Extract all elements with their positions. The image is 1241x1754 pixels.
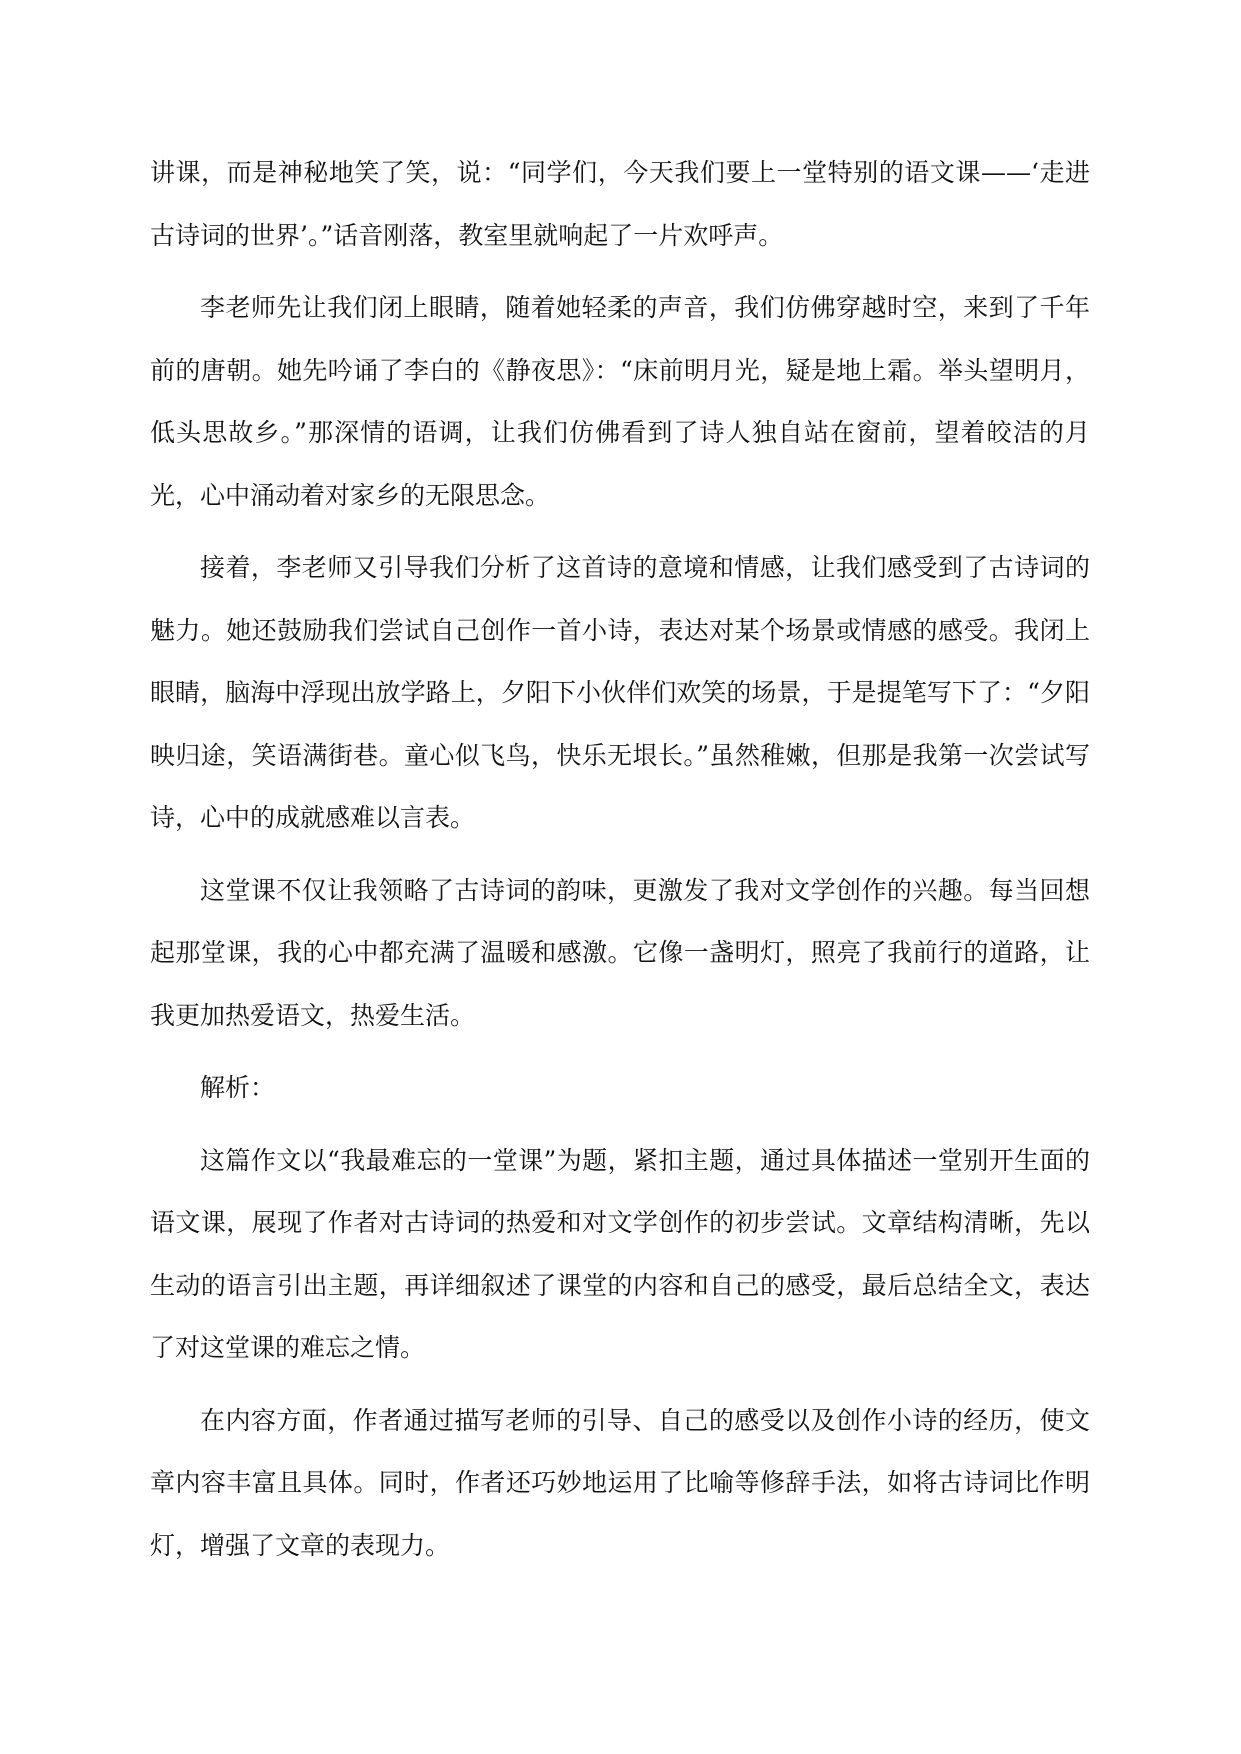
paragraph-1: 讲课，而是神秘地笑了笑，说：“同学们，今天我们要上一堂特别的语文课——‘走进古诗词的世界’。”话音刚落，教室里就响起了一片欢呼声。 [150,158,1090,250]
document-body [150,142,1090,1587]
paragraph-3: 接着，李老师又引导我们分析了这首诗的意境和情感，让我们感受到了古诗词的魅力。她还鼓励我们尝试自己创作一首小诗，表达对某个场景或情感的感受。我闭上眼睛，脑海中浮现出放学路上，夕阳下小伙伴们欢笑的场景，于是提笔写下了：“夕阳映归途，笑语满街巷。童心似飞鸟，快乐无垠长。”虽然稚嫩，但那是我第一次尝试写诗，心中的成就感难以言表。 [150,553,1090,832]
paragraph-2: 李老师先让我们闭上眼睛，随着她轻柔的声音，我们仿佛穿越时空，来到了千年前的唐朝。她先吟诵了李白的《静夜思》：“床前明月光，疑是地上霜。举头望明月，低头思故乡。”那深情的语调，让我们仿佛看到了诗人独自站在窗前，望着皎洁的月光，心中涌动着对家乡的无限思念。 [150,293,1090,510]
analysis-heading: 解析： [200,1073,276,1102]
paragraph-4: 这堂课不仅让我领略了古诗词的韵味，更激发了我对文学创作的兴趣。每当回想起那堂课，我的心中都充满了温暖和感激。它像一盏明灯，照亮了我前行的道路，让我更加热爱语文，热爱生活。 [150,875,1090,1030]
analysis-paragraph-1: 这篇作文以“我最难忘的一堂课”为题，紧扣主题，通过具体描述一堂别开生面的语文课，展现了作者对古诗词的热爱和对文学创作的初步尝试。文章结构清晰，先以生动的语言引出主题，再详细叙述了课堂的内容和自己的感受，最后总结全文，表达了对这堂课的难忘之情。 [150,1145,1090,1362]
analysis-paragraph-2: 在内容方面，作者通过描写老师的引导、自己的感受以及创作小诗的经历，使文章内容丰富且具体。同时，作者还巧妙地运用了比喻等修辞手法，如将古诗词比作明灯，增强了文章的表现力。 [150,1405,1090,1560]
